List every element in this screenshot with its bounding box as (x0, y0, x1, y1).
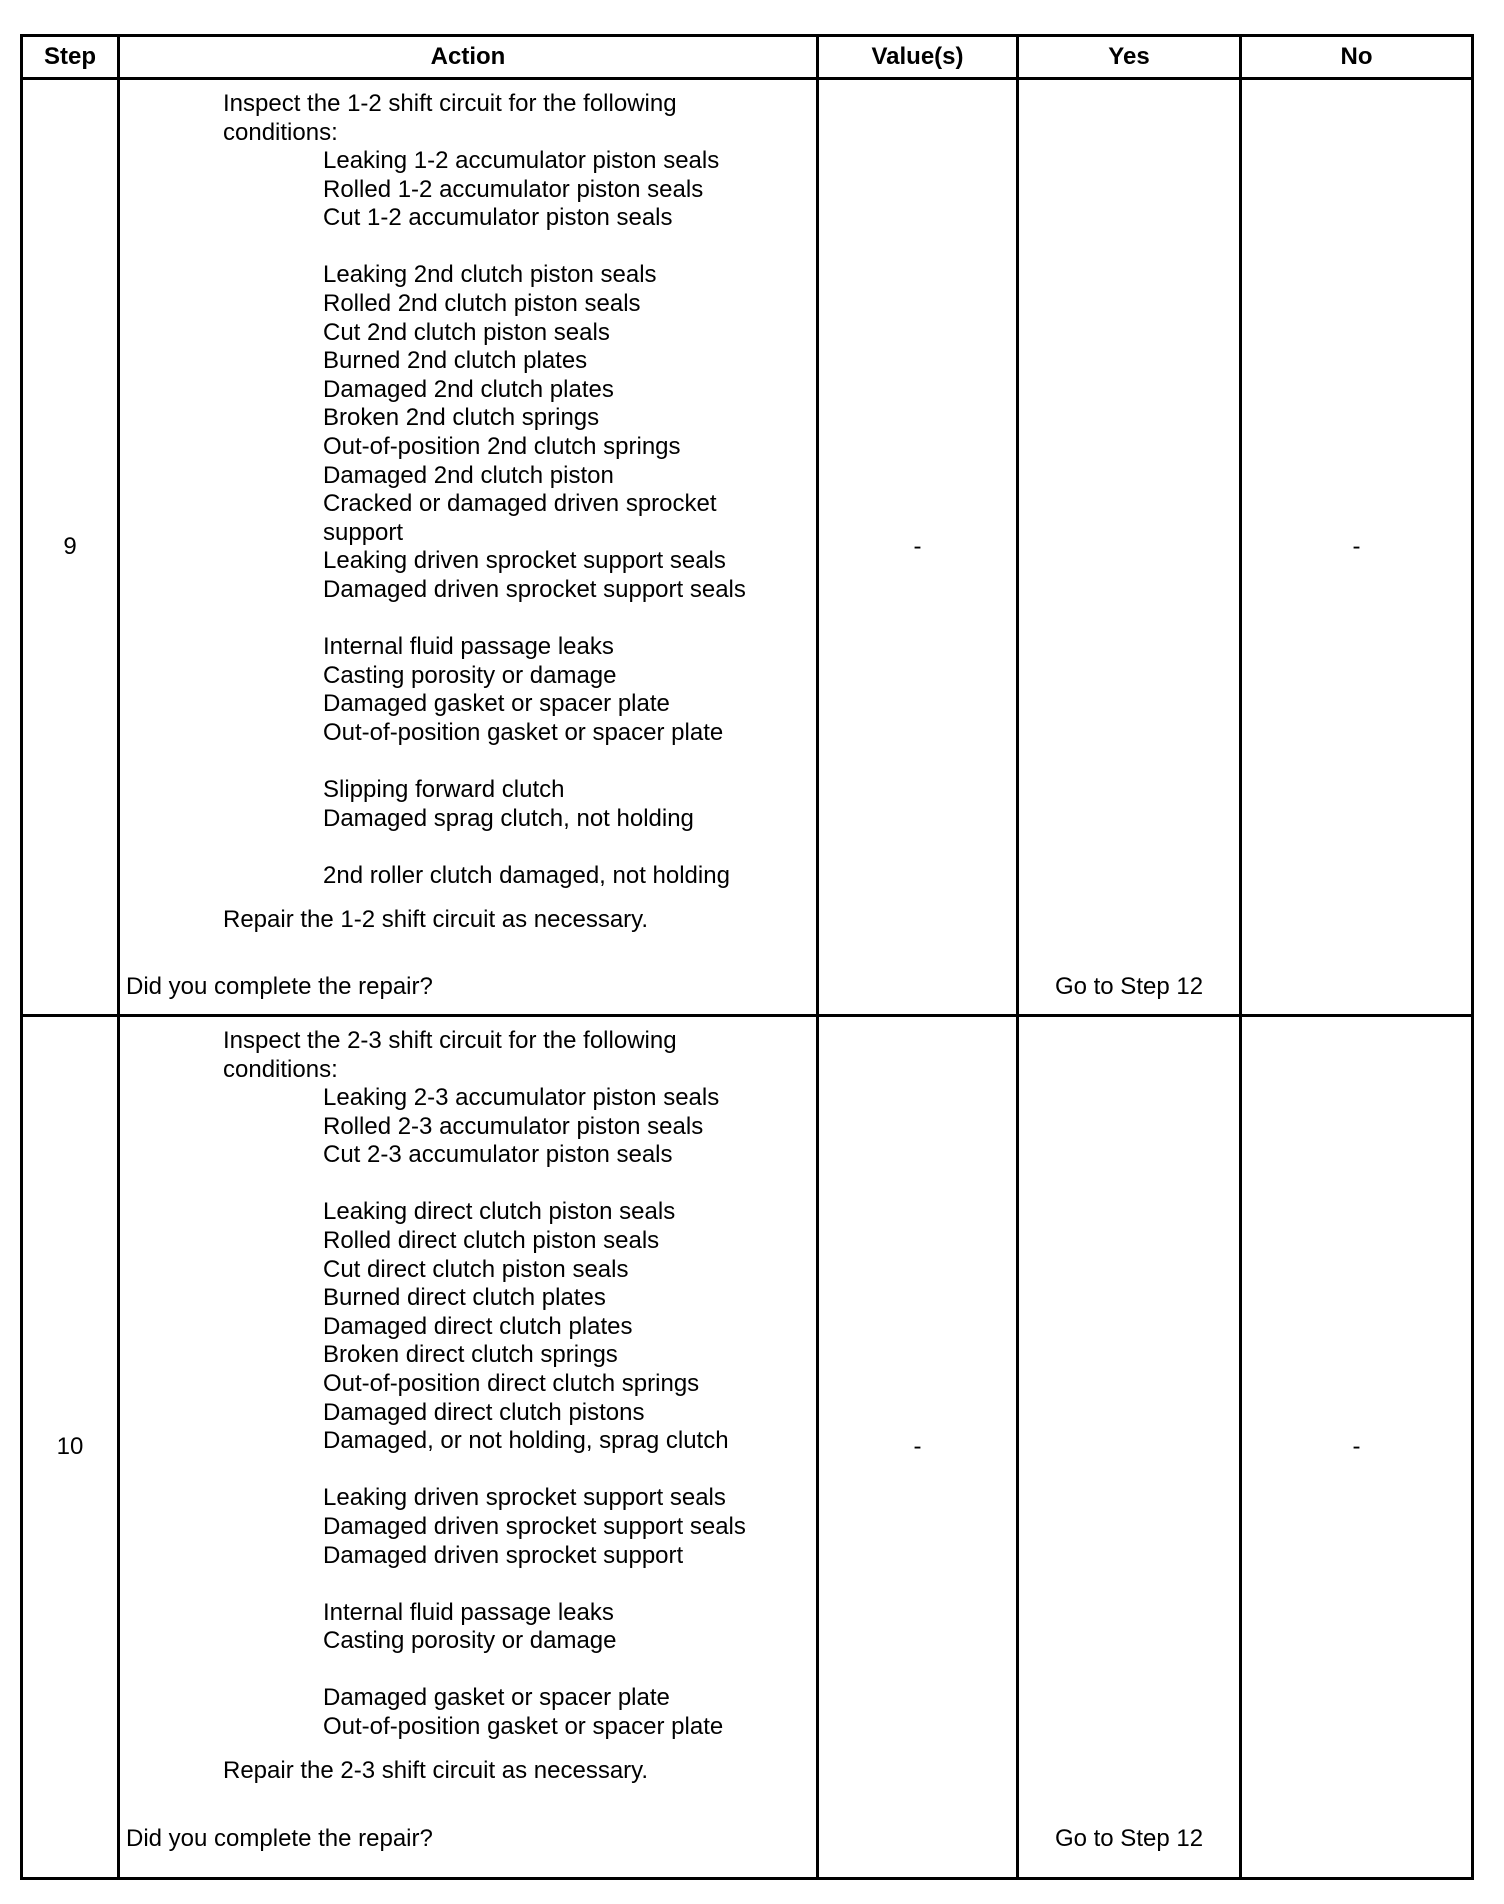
condition-item (323, 605, 746, 634)
condition-item: Leaking direct clutch piston seals (323, 1198, 676, 1226)
question-text: Did you complete the repair? (126, 973, 433, 1000)
condition-item: Internal fluid passage leaks (323, 633, 614, 661)
condition-item: support (323, 518, 404, 546)
condition-item: Damaged driven sprocket support seals (323, 575, 746, 603)
condition-item: Broken direct clutch springs (323, 1341, 618, 1369)
condition-item: Damaged gasket or spacer plate (323, 1684, 670, 1712)
header-values: Value(s) (871, 43, 964, 70)
condition-item: Rolled 2nd clutch piston seals (323, 289, 641, 317)
condition-item (323, 233, 746, 262)
condition-item (323, 1570, 746, 1599)
condition-item: Rolled 1-2 accumulator piston seals (323, 175, 704, 203)
condition-item: Rolled 2-3 accumulator piston seals (323, 1112, 704, 1140)
condition-item: Internal fluid passage leaks (323, 1598, 614, 1626)
question-text: Did you complete the repair? (126, 1825, 433, 1852)
action-intro: Inspect the 2-3 shift circuit for the following conditions: (223, 1027, 677, 1083)
header-yes: Yes (1108, 43, 1150, 70)
condition-item: Burned direct clutch plates (323, 1284, 606, 1312)
condition-list (323, 147, 746, 890)
condition-item (323, 1656, 746, 1685)
condition-item: Leaking 2nd clutch piston seals (323, 261, 657, 289)
condition-item: Rolled direct clutch piston seals (323, 1226, 660, 1254)
table-row (23, 1017, 1471, 1877)
condition-item: Damaged driven sprocket support (323, 1541, 684, 1569)
action-cell (120, 80, 816, 1014)
condition-item: Leaking 2-3 accumulator piston seals (323, 1084, 720, 1111)
yes-cell: Go to Step 12 (1054, 973, 1204, 1000)
header-step: Step (43, 43, 96, 70)
step-number: 10 (56, 1433, 84, 1460)
condition-item: Leaking driven sprocket support seals (323, 547, 726, 575)
no-cell: - (1352, 533, 1361, 560)
condition-item (323, 833, 746, 862)
header-action: Action (430, 43, 506, 70)
condition-item: Cut 2-3 accumulator piston seals (323, 1141, 673, 1169)
condition-item: Out-of-position 2nd clutch springs (323, 432, 681, 460)
condition-item: Cracked or damaged driven sprocket (323, 490, 717, 518)
condition-item: Damaged 2nd clutch plates (323, 375, 614, 403)
action-intro: Inspect the 1-2 shift circuit for the following conditions: (223, 90, 677, 146)
action-cell (120, 1017, 816, 1877)
condition-list (323, 1084, 746, 1742)
condition-item: Leaking driven sprocket support seals (323, 1484, 726, 1512)
condition-item (323, 1170, 746, 1199)
condition-item: Burned 2nd clutch plates (323, 347, 588, 375)
no-cell: - (1352, 1433, 1361, 1460)
condition-item: Broken 2nd clutch springs (323, 404, 600, 432)
condition-item: 2nd roller clutch damaged, not holding (323, 861, 730, 889)
table-row (23, 80, 1471, 1014)
condition-item: Damaged gasket or spacer plate (323, 690, 670, 718)
condition-item: Damaged direct clutch pistons (323, 1398, 645, 1426)
values-cell: - (913, 533, 922, 560)
condition-item: Damaged direct clutch plates (323, 1312, 633, 1340)
step-number: 9 (63, 533, 77, 560)
condition-item (323, 747, 746, 776)
diagnostic-table (20, 34, 1474, 1880)
condition-item: Casting porosity or damage (323, 661, 617, 689)
condition-item: Out-of-position direct clutch springs (323, 1369, 700, 1397)
condition-item: Cut 2nd clutch piston seals (323, 318, 610, 346)
condition-item: Damaged sprag clutch, not holding (323, 804, 694, 832)
condition-item: Out-of-position gasket or spacer plate (323, 718, 724, 746)
repair-instruction: Repair the 1-2 shift circuit as necessary. (223, 906, 649, 933)
repair-instruction: Repair the 2-3 shift circuit as necessary. (223, 1757, 649, 1784)
condition-item: Leaking 1-2 accumulator piston seals (323, 147, 720, 174)
header-no: No (1340, 43, 1373, 70)
condition-item: Damaged, or not holding, sprag clutch (323, 1427, 729, 1455)
condition-item: Out-of-position gasket or spacer plate (323, 1713, 724, 1741)
condition-item: Cut direct clutch piston seals (323, 1255, 629, 1283)
condition-item: Cut 1-2 accumulator piston seals (323, 204, 673, 232)
condition-item: Casting porosity or damage (323, 1627, 617, 1655)
condition-item: Damaged 2nd clutch piston (323, 461, 614, 489)
condition-item: Damaged driven sprocket support seals (323, 1512, 746, 1540)
condition-item: Slipping forward clutch (323, 776, 565, 804)
values-cell: - (913, 1433, 922, 1460)
yes-cell: Go to Step 12 (1054, 1825, 1204, 1852)
condition-item (323, 1456, 746, 1485)
